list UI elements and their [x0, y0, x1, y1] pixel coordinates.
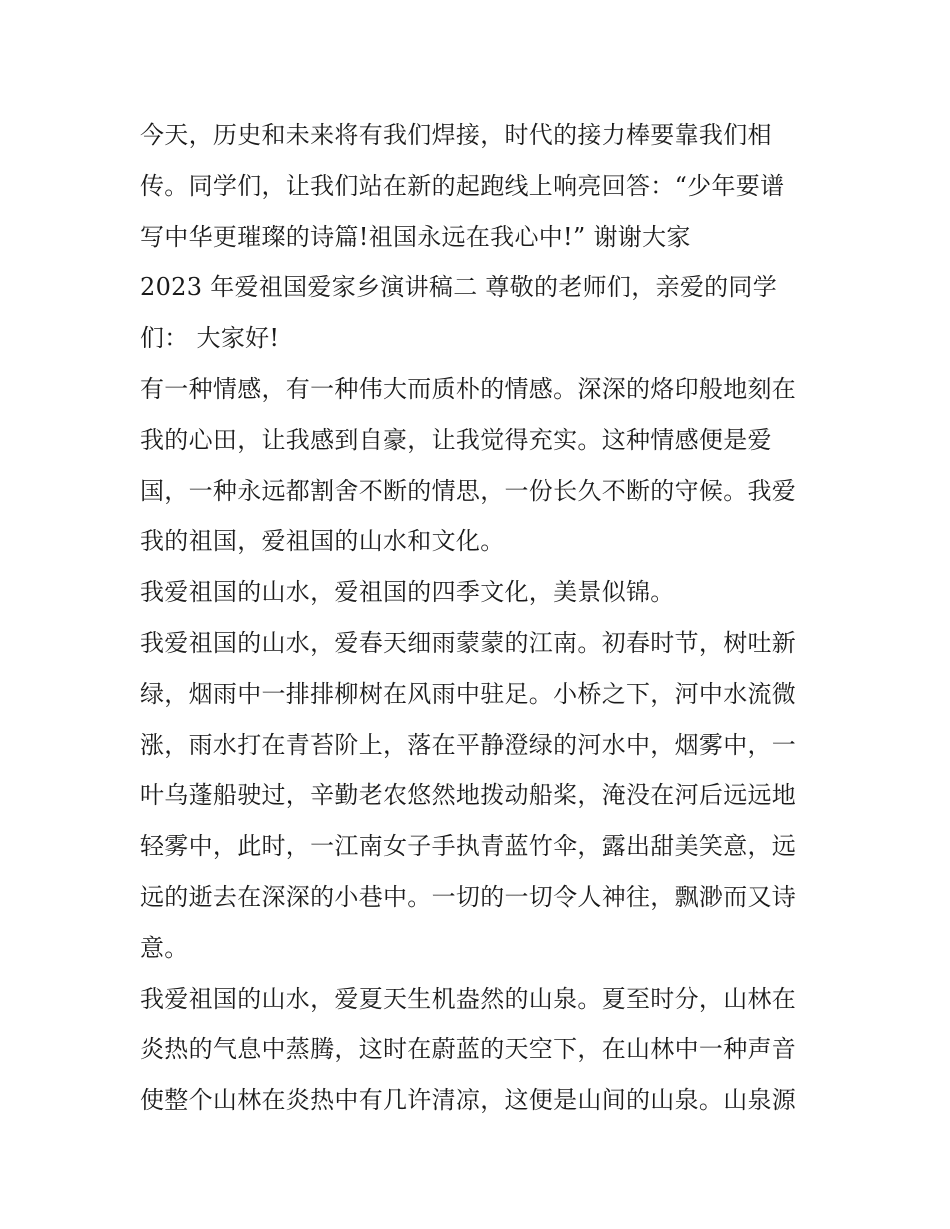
text-line: 国，一种永远都割舍不断的情思，一份长久不断的守候。我爱: [140, 476, 797, 505]
text-line: 涨，雨水打在青苔阶上，落在平静澄绿的河水中，烟雾中，一: [140, 730, 797, 759]
text-line: 我的心田，让我感到自豪，让我觉得充实。这种情感便是爱: [140, 425, 772, 454]
text-line: 我爱祖国的山水，爱春天细雨蒙蒙的江南。初春时节，树吐新: [140, 628, 797, 657]
text-line: 使整个山林在炎热中有几许清凉，这便是山间的山泉。山泉源: [140, 1086, 797, 1115]
text-line: 叶乌蓬船驶过，辛勤老农悠然地拨动船桨，淹没在河后远远地: [140, 781, 797, 810]
text-line: 们： 大家好!: [140, 324, 280, 353]
text-line: 我的祖国，爱祖国的山水和文化。: [140, 527, 505, 556]
text-line: 写中华更璀璨的诗篇!祖国永远在我心中!” 谢谢大家: [140, 222, 691, 251]
text-line: 传。同学们，让我们站在新的起跑线上响亮回答：“少年要谱: [140, 171, 785, 200]
text-line: 意。: [140, 933, 189, 962]
text-line: 绿，烟雨中一排排柳树在风雨中驻足。小桥之下，河中水流微: [140, 679, 797, 708]
text-line: 我爱祖国的山水，爱祖国的四季文化，美景似锦。: [140, 578, 675, 607]
text-line: 2023 年爱祖国爱家乡演讲稿二 尊敬的老师们，亲爱的同学: [140, 273, 778, 302]
text-line: 炎热的气息中蒸腾，这时在蔚蓝的天空下，在山林中一种声音: [140, 1035, 797, 1064]
text-line: 有一种情感，有一种伟大而质朴的情感。深深的烙印般地刻在: [140, 374, 797, 403]
text-line: 我爱祖国的山水，爱夏天生机盎然的山泉。夏至时分，山林在: [140, 984, 797, 1013]
text-line: 轻雾中，此时，一江南女子手执青蓝竹伞，露出甜美笑意，远: [140, 832, 797, 861]
body-text: [140, 110, 820, 1126]
text-line: 远的逝去在深深的小巷中。一切的一切令人神往，飘渺而又诗: [140, 882, 797, 911]
text-line: 今天，历史和未来将有我们焊接，时代的接力棒要靠我们相: [140, 121, 772, 149]
